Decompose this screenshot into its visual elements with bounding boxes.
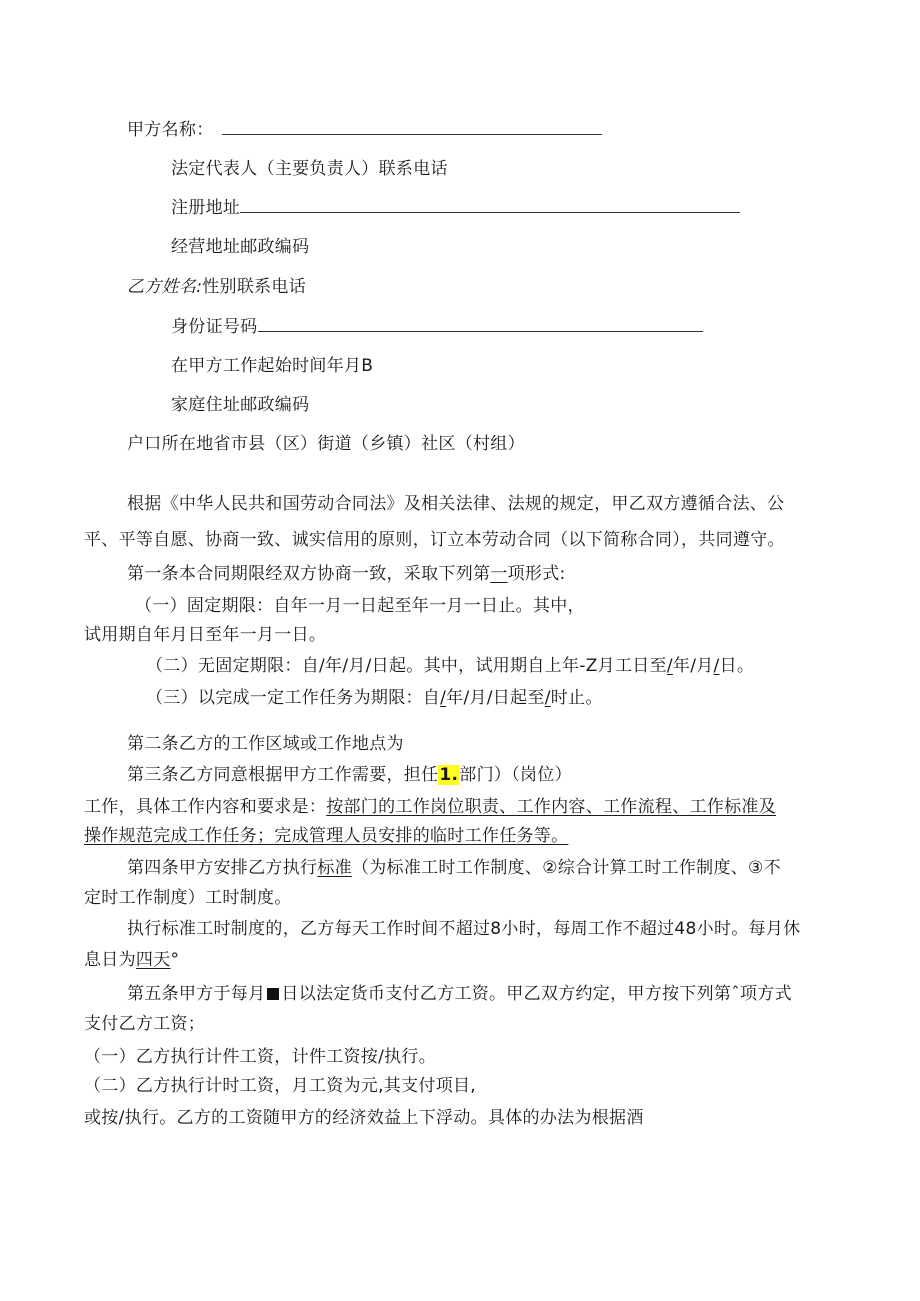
rest-day-end: ° xyxy=(170,950,180,970)
open-term-mid: 年/月 xyxy=(672,656,714,676)
article-1-intro-text: 第一条本合同期限经双方协商一致，采取下列第 xyxy=(127,564,491,584)
reg-address-label: 注册地址 xyxy=(171,198,241,218)
task-term-mid: 年/月/日起至 xyxy=(446,688,545,708)
article-5-text: 第五条甲方于每月 xyxy=(127,984,266,1004)
biz-address-zip-row: 经营地址邮政编码 xyxy=(171,237,310,257)
article-4-text: 第四条甲方安排乙方执行 xyxy=(127,858,318,878)
hukou-row: 户口所在地省市县（区）街道（乡镇）社区（村组） xyxy=(127,434,525,454)
article-3-text: 第三条乙方同意根据甲方工作需要，担任 xyxy=(127,765,439,785)
open-term-slash-2: / xyxy=(713,656,720,676)
article-3-line-1 xyxy=(127,763,572,787)
article-4-options: （为标准工时工作制度、②综合计算工时工作制度、③不 xyxy=(351,858,781,878)
id-number-row xyxy=(171,315,703,339)
party-a-name-blank xyxy=(222,120,602,135)
article-3-highlight: 1. xyxy=(439,765,459,785)
party-b-name-row xyxy=(127,275,306,299)
party-b-name-label: 乙方姓名: xyxy=(127,277,203,297)
id-number-label: 身份证号码 xyxy=(171,317,258,337)
task-term-text: （三）以完成一定工作任务为期限：自 xyxy=(146,688,441,708)
article-5-piece-wage: （一）乙方执行计件工资，计件工资按/执行。 xyxy=(84,1047,437,1067)
task-term-slash-2: / xyxy=(544,688,551,708)
legal-rep-phone-row: 法定代表人（主要负责人）联系电话 xyxy=(171,159,448,179)
article-5-line-2: 支付乙方工资； xyxy=(84,1014,206,1034)
party-a-name-label: 甲方名称： xyxy=(127,120,214,140)
article-4-line-1 xyxy=(127,856,781,880)
party-b-gender-phone: 性别联系电话 xyxy=(202,277,307,297)
home-address-zip-row: 家庭住址邮政编码 xyxy=(171,395,310,415)
party-a-name-row xyxy=(127,118,602,142)
reg-address-blank xyxy=(240,198,740,213)
article-4-standard: 标准 xyxy=(317,858,352,878)
article-1-fixed-probation: 试用期自年月日至年一月一日。 xyxy=(84,625,327,645)
filled-square-icon xyxy=(267,988,279,1000)
article-1-intro-tail: 项形式: xyxy=(507,564,566,584)
task-term-end: 时止。 xyxy=(550,688,603,708)
task-term-slash-1: / xyxy=(440,688,447,708)
article-5-text-cont: 日以法定货币支付乙方工资。甲乙双方约定，甲方按下列第ˆ项方式 xyxy=(281,984,792,1004)
start-time-row: 在甲方工作起始时间年月B xyxy=(171,356,374,376)
open-term-slash-1: / xyxy=(666,656,673,676)
id-number-blank xyxy=(258,317,703,332)
reg-address-row xyxy=(171,196,740,220)
article-1-intro xyxy=(127,562,566,586)
open-term-end: 日。 xyxy=(719,656,755,676)
preamble-line-1: 根据《中华人民共和国劳动合同法》及相关法律、法规的规定，甲乙双方遵循合法、公 xyxy=(127,494,785,514)
open-term-text: （二）无固定期限：自/年/月/日起。其中，试用期自上年-Z月工日至 xyxy=(146,656,667,676)
rest-day-value: 四天 xyxy=(135,950,171,970)
article-1-fixed-term: （一）固定期限：自年一月一日起至年一月一日止。其中， xyxy=(135,596,585,616)
preamble-line-2: 平、平等自愿、协商一致、诚实信用的原则，订立本劳动合同（以下简称合同），共同遵守。 xyxy=(84,530,785,550)
article-5-line-1 xyxy=(127,982,792,1006)
article-4-hours-line-2 xyxy=(84,948,179,972)
article-3-line-2 xyxy=(84,795,776,819)
article-1-task-term xyxy=(146,686,603,710)
article-3-requirement-2: 操作规范完成工作任务；完成管理人员安排的临时工作任务等。 xyxy=(84,826,569,846)
article-3-requirement-label: 工作，具体工作内容和要求是： xyxy=(84,797,327,817)
article-4-line-2: 定时工作制度）工时制度。 xyxy=(84,888,292,908)
article-3-dept-post: 部门）（岗位） xyxy=(459,765,572,785)
article-3-line-3 xyxy=(84,824,568,848)
article-4-hours-line-1: 执行标准工时制度的，乙方每天工作时间不超过8小时，每周工作不超过48小时。每月休 xyxy=(127,919,801,939)
article-3-requirement-1: 按部门的工作岗位职责、工作内容、工作流程、工作标准及 xyxy=(326,797,777,817)
article-1-open-term xyxy=(146,654,754,678)
article-1-choice: 一 xyxy=(490,564,508,584)
article-5-time-wage: （二）乙方执行计时工资，月工资为元,其支付项目, xyxy=(84,1076,477,1096)
article-5-float: 或按/执行。乙方的工资随甲方的经济效益上下浮动。具体的办法为根据酒 xyxy=(84,1108,644,1128)
rest-day-label: 息日为 xyxy=(84,950,136,970)
article-2: 第二条乙方的工作区域或工作地点为 xyxy=(127,734,404,754)
